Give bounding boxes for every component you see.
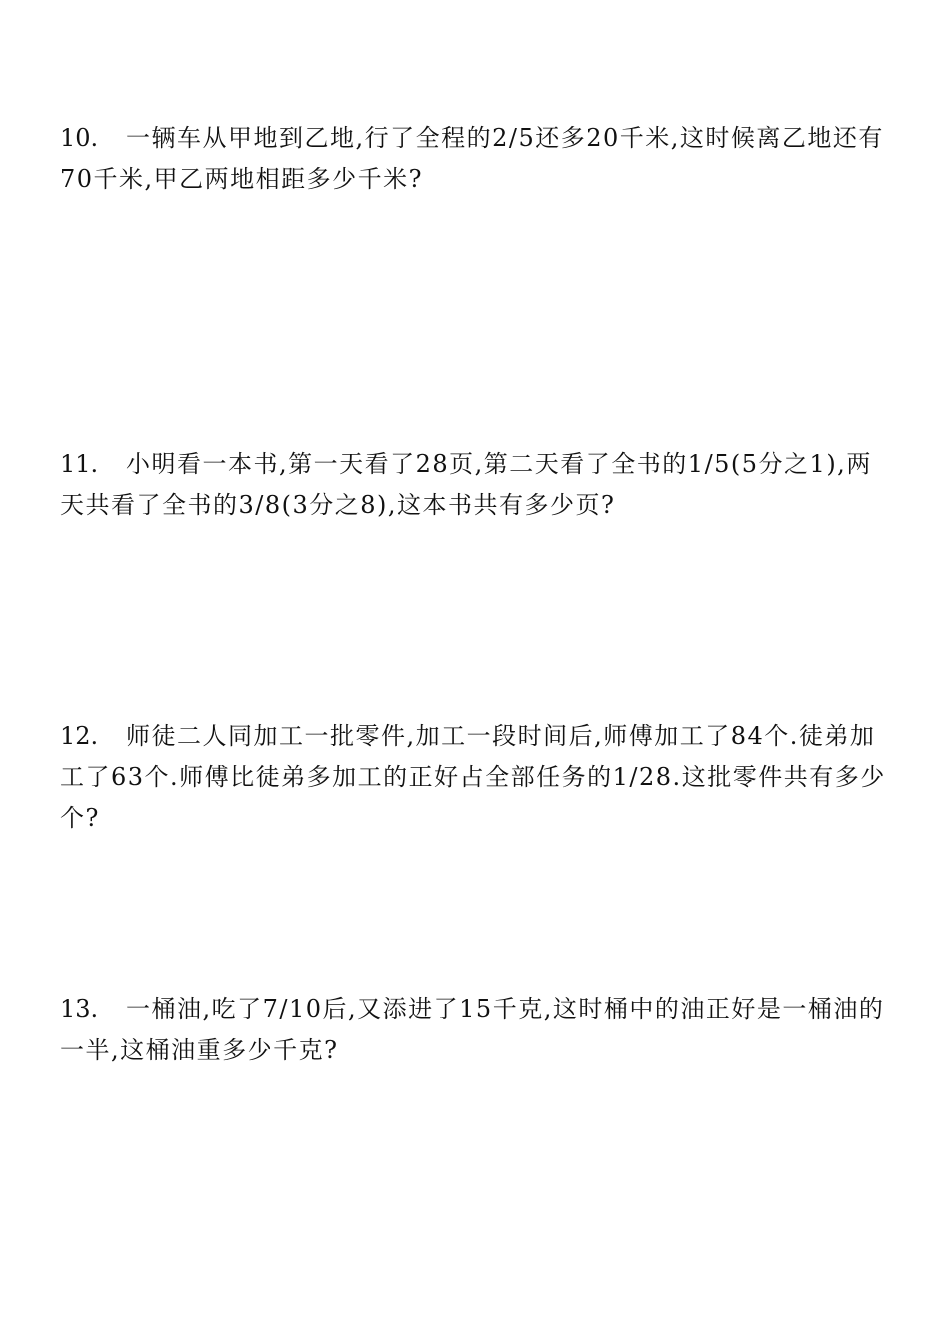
problem-number: 11.	[60, 450, 99, 478]
problem-11	[60, 444, 892, 526]
problem-number: 10.	[60, 124, 99, 152]
problem-text: 一辆车从甲地到乙地,行了全程的2/5还多20千米,这时候离乙地还有70千米,甲乙两地相距多少千米?	[60, 124, 884, 193]
problem-number: 12.	[60, 722, 99, 750]
problem-text: 小明看一本书,第一天看了28页,第二天看了全书的1/5(5分之1),两天共看了全书的3/8(3分之8),这本书共有多少页?	[60, 450, 872, 519]
problem-number: 13.	[60, 995, 99, 1023]
problem-text: 师徒二人同加工一批零件,加工一段时间后,师傅加工了84个.徒弟加工了63个.师傅比徒弟多加工的正好占全部任务的1/28.这批零件共有多少个?	[60, 722, 886, 832]
problem-10	[60, 118, 892, 200]
problem-text: 一桶油,吃了7/10后,又添进了15千克,这时桶中的油正好是一桶油的一半,这桶油重多少千克?	[60, 995, 885, 1064]
problem-13	[60, 989, 892, 1071]
problem-12	[60, 716, 892, 839]
